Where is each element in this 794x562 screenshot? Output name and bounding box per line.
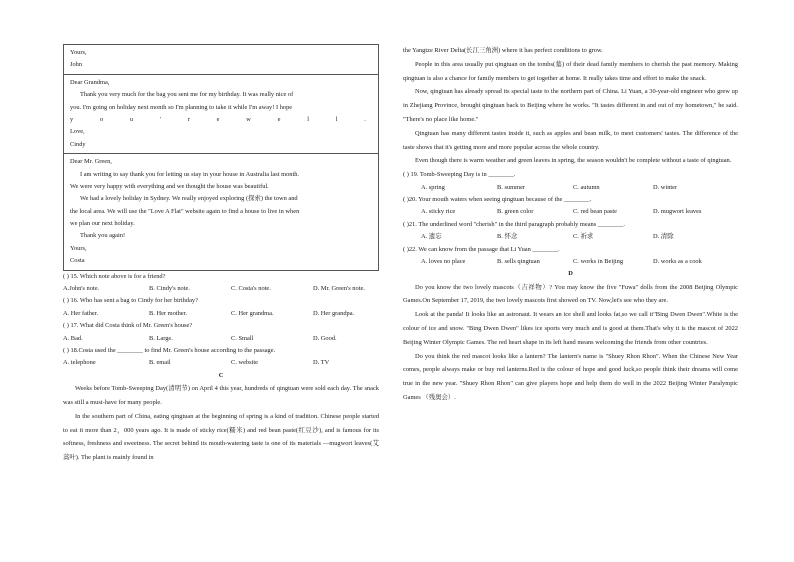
left-column bbox=[63, 44, 379, 465]
option-d[interactable]: D. TV bbox=[313, 359, 330, 367]
questions-b bbox=[63, 271, 379, 370]
question-options bbox=[403, 182, 738, 194]
option-a[interactable]: A. telephone bbox=[63, 359, 96, 367]
option-a[interactable]: A.John's note. bbox=[63, 285, 100, 293]
option-b[interactable]: B. summer bbox=[497, 183, 526, 191]
paragraph: Weeks before Tomb-Sweeping Day(清明节) on April 4 this year, hundreds of qingtuan were sold each day. The snack was still a must-have for many people. bbox=[63, 385, 379, 406]
paragraph: Now, qingtuan has already spread its special taste to the northern part of China. Li Yuan, a 30-year-old engineer who grew up in Zhejiang Province, brought qingtuan back to Beijing where he works. "It tastes different in and out of my hometown," he said. "There's no place like home." bbox=[403, 88, 738, 123]
option-d[interactable]: D. winter bbox=[653, 183, 678, 191]
option-b[interactable]: B. Her mother. bbox=[149, 309, 187, 317]
note-line: we plan our next holiday. bbox=[70, 220, 135, 228]
option-c[interactable]: C. works in Beijing bbox=[573, 257, 624, 265]
note-line: Love, bbox=[70, 128, 85, 136]
note-line: Thank you very much for the bag you sent me for my birthday. It was really nice of bbox=[80, 91, 294, 99]
section-c-left-text bbox=[63, 382, 379, 465]
paragraph: Do you think the red mascot looks like a lantern? The lantern's name is "Shuey Rhon Rhon". When the Chinese New Year comes, people always make or buy red lanterns.Red is the colour of hope and good luck,so people think their dreams will come true in the new year. "Shuey Rhon Rhon" can give players hope and help them do well in the 2022 Beijing Winter Paralympic Games （残奥会）. bbox=[403, 352, 738, 402]
option-a[interactable]: A. 遗忘 bbox=[421, 233, 442, 241]
note-line: you. I'm going on holiday next month so I'm planning to take it while I'm away! I hope bbox=[70, 103, 293, 111]
right-column bbox=[403, 44, 738, 405]
option-d[interactable]: D. works as a cook bbox=[653, 257, 702, 265]
note-line: Dear Grandma, bbox=[70, 78, 110, 86]
note-cindy bbox=[64, 75, 378, 154]
question-options bbox=[403, 231, 738, 243]
option-c[interactable]: C. Small bbox=[231, 334, 254, 342]
question-stem: ( ) 18.Costa used the ________ to find Mr. Green's house according to the passage. bbox=[63, 346, 276, 354]
option-b[interactable]: B. sells qingtuan bbox=[497, 257, 540, 265]
option-b[interactable]: B. email bbox=[149, 359, 171, 367]
question-options bbox=[63, 308, 379, 320]
note-line: Thank you again! bbox=[80, 232, 126, 240]
option-d[interactable]: D. Mr. Green's note. bbox=[313, 285, 365, 293]
note-line: Yours, bbox=[70, 244, 87, 252]
paragraph: Even though there is warm weather and green leaves in spring, the season wouldn't be complete without a taste of qingtuan. bbox=[415, 157, 732, 165]
option-c[interactable]: C. autumn bbox=[573, 183, 600, 191]
option-b[interactable]: B. green color bbox=[497, 208, 534, 216]
question-stem: ( )21. The underlined word "cherish" in the third paragraph probably means ________. bbox=[403, 220, 625, 228]
note-line: We had a lovely holiday in Sydney. We really enjoyed exploring (探索) the town and bbox=[80, 195, 298, 203]
question-stem: ( )22. We can know from the passage that Li Yuan ________. bbox=[403, 245, 560, 253]
option-c[interactable]: C. Her grandma. bbox=[231, 309, 274, 317]
option-d[interactable]: D. mugwort leaves bbox=[653, 208, 702, 216]
option-a[interactable]: A. spring bbox=[421, 183, 445, 191]
question-stem: ( ) 17. What did Costa think of Mr. Green's house? bbox=[63, 322, 193, 330]
option-c[interactable]: C. Costa's note. bbox=[231, 285, 271, 293]
question-options bbox=[403, 206, 738, 218]
paragraph: People in this area usually put qingtuan on the tombs(墓) of their dead family members to cherish the past memory. Making qingtuan is also a chance for family members to get together at home. It really takes time and effort to make the snack. bbox=[403, 60, 738, 82]
option-d[interactable]: D. 清除 bbox=[653, 233, 674, 241]
note-line: John bbox=[70, 61, 83, 69]
option-b[interactable]: B. 怀念 bbox=[497, 233, 518, 241]
option-d[interactable]: D. Good. bbox=[313, 334, 337, 342]
questions-c bbox=[403, 169, 738, 268]
question-stem: ( ) 19. Tomb-Sweeping Day is in ________. bbox=[403, 171, 516, 179]
question-stem: ( ) 15. Which note above is for a friend? bbox=[63, 272, 166, 280]
question-options bbox=[63, 357, 379, 369]
question-options bbox=[403, 256, 738, 268]
option-a[interactable]: A. loves no place bbox=[421, 257, 466, 265]
paragraph: Qingtuan has many different tastes inside it, such as apples and bean milk, to meet customers' tastes. The difference of the taste shows that it's getting more and more popular across the whole country. bbox=[403, 129, 738, 151]
note-line: Dear Mr. Green, bbox=[70, 158, 112, 166]
note-line: I am writing to say thank you for letting us stay in your house in Australia last month. bbox=[80, 170, 300, 178]
question-stem: ( )20. Your mouth waters when seeing qingtuan because of the ________. bbox=[403, 195, 592, 203]
note-line: the local area. We will use the "Love A Flat" website again to find a house to live in when bbox=[70, 207, 300, 215]
option-c[interactable]: C. 祈求 bbox=[573, 233, 594, 241]
question-stem: ( ) 16. Who has sent a bag to Cindy for her birthday? bbox=[63, 297, 198, 305]
paragraph: the Yangtze River Delta(长江三角洲) where it has perfect conditions to grow. bbox=[403, 47, 603, 54]
note-line: We were very happy with everything and we thought the house was beautiful. bbox=[70, 182, 269, 190]
option-a[interactable]: A. Her father. bbox=[63, 309, 99, 317]
option-c[interactable]: C. website bbox=[231, 359, 258, 367]
option-b[interactable]: B. Large. bbox=[149, 334, 173, 342]
section-d-heading: D bbox=[568, 270, 573, 278]
note-line: Yours, bbox=[70, 49, 87, 56]
question-options bbox=[63, 333, 379, 345]
note-costa bbox=[64, 154, 378, 270]
paragraph: Look at the panda! It looks like an astronaut. It wears an ice shell and looks fat,so we call it"Bing Dwen Dwen".White is the colour of ice and snow. "Bing Dwen Dwen" likes ice sports very much and is good at them.That's why it is the mascot of 2022 Beijing Winter Olympic Games. The red heart shape in its left hand means welcoming the friends from other countries. bbox=[403, 311, 738, 346]
option-d[interactable]: D. Her grandpa. bbox=[313, 309, 355, 317]
notes-box bbox=[63, 44, 379, 271]
question-options bbox=[63, 283, 379, 295]
option-b[interactable]: B. Cindy's note. bbox=[149, 285, 190, 293]
note-line: Cindy bbox=[70, 140, 86, 148]
section-c-right-text bbox=[403, 44, 738, 168]
section-c-heading: C bbox=[218, 371, 224, 379]
note-line: Costa bbox=[70, 257, 85, 265]
note-spread-line: y o u ' r e w e l l . bbox=[70, 115, 366, 123]
option-a[interactable]: A. Bad. bbox=[63, 334, 83, 342]
paragraph: In the southern part of China, eating qingtuan at the beginning of spring is a kind of tradition. Chinese people started to eat it more than 2，000 years ago. It is made of sticky rice(糯米) and red bean paste(红豆沙), and is famous for its softness, freshness and sweetness. The secret behind its mouth-watering taste is one of its materials —mugwort leaves(艾蒿叶). The plant is mainly found in bbox=[63, 412, 379, 462]
option-c[interactable]: C. red bean paste bbox=[573, 208, 618, 216]
option-a[interactable]: A. sticky rice bbox=[421, 208, 456, 216]
section-d-text bbox=[403, 281, 738, 405]
paragraph: Do you know the two lovely mascots（吉祥物）? You may know the five "Fuwa" dolls from the 2008 Beijing Olympic Games.On September 17, 2019, the two lovely mascots first showed on TV. Now,let's see who they are. bbox=[403, 283, 738, 305]
note-john bbox=[64, 45, 378, 75]
